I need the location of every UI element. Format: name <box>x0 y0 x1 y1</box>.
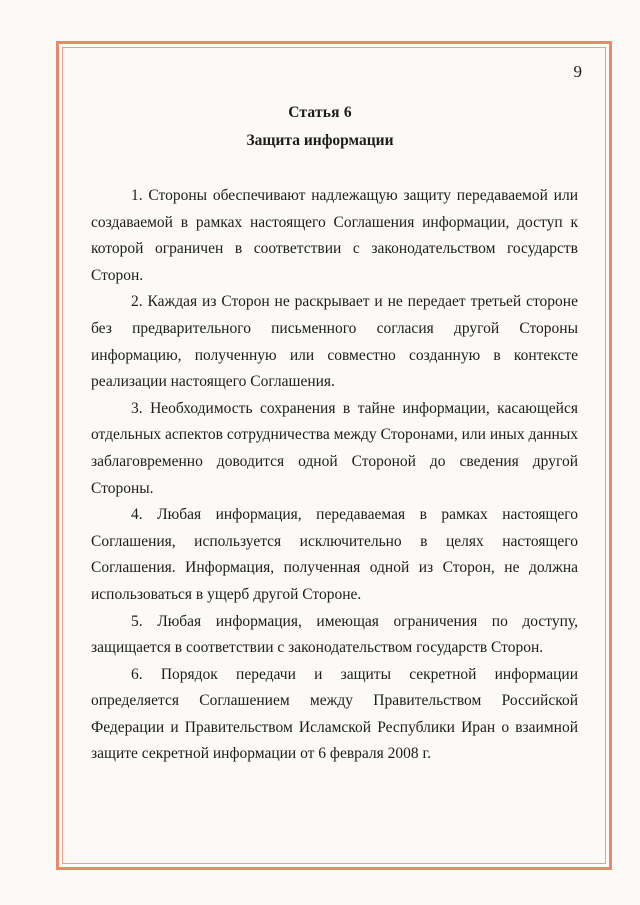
article-heading: Статья 6 <box>288 104 352 121</box>
paragraph-4: 4. Любая информация, передаваемая в рамках настоящего Соглашения, используется исключительно в целях настоящего Соглашения. Информация, полученная одной из Сторон, не должна использоваться в ущерб другой Стороне. <box>91 506 578 603</box>
page-number: 9 <box>573 62 582 81</box>
paragraph-1: 1. Стороны обеспечивают надлежащую защиту передаваемой или создаваемой в рамках настоящего Соглашения информации, доступ к которой ограничен в соответствии с законодательством государств Сторон. <box>91 187 578 284</box>
paragraph-2: 2. Каждая из Сторон не раскрывает и не передает третьей стороне без предварительного письменного согласия другой Стороны информацию, полученную или совместно созданную в контексте реализации настоящего Соглашения. <box>91 293 578 391</box>
paragraph-3: 3. Необходимость сохранения в тайне информации, касающейся отдельных аспектов сотрудничества между Сторонами, или иных данных заблаговременно доводится одной Стороной до сведения другой Стороны. <box>91 399 578 497</box>
paragraph-6: 6. Порядок передачи и защиты секретной информации определяется Соглашением между Правительством Российской Федерации и Правительством Исламской Республики Иран о взаимной защите секретной информации от 6 февраля 2008 г. <box>91 665 578 763</box>
article-body <box>91 183 578 768</box>
article-title: Защита информации <box>246 132 394 149</box>
paragraph-5: 5. Любая информация, имеющая ограничения по доступу, защищается в соответствии с законодательством государств Сторон. <box>91 612 578 657</box>
